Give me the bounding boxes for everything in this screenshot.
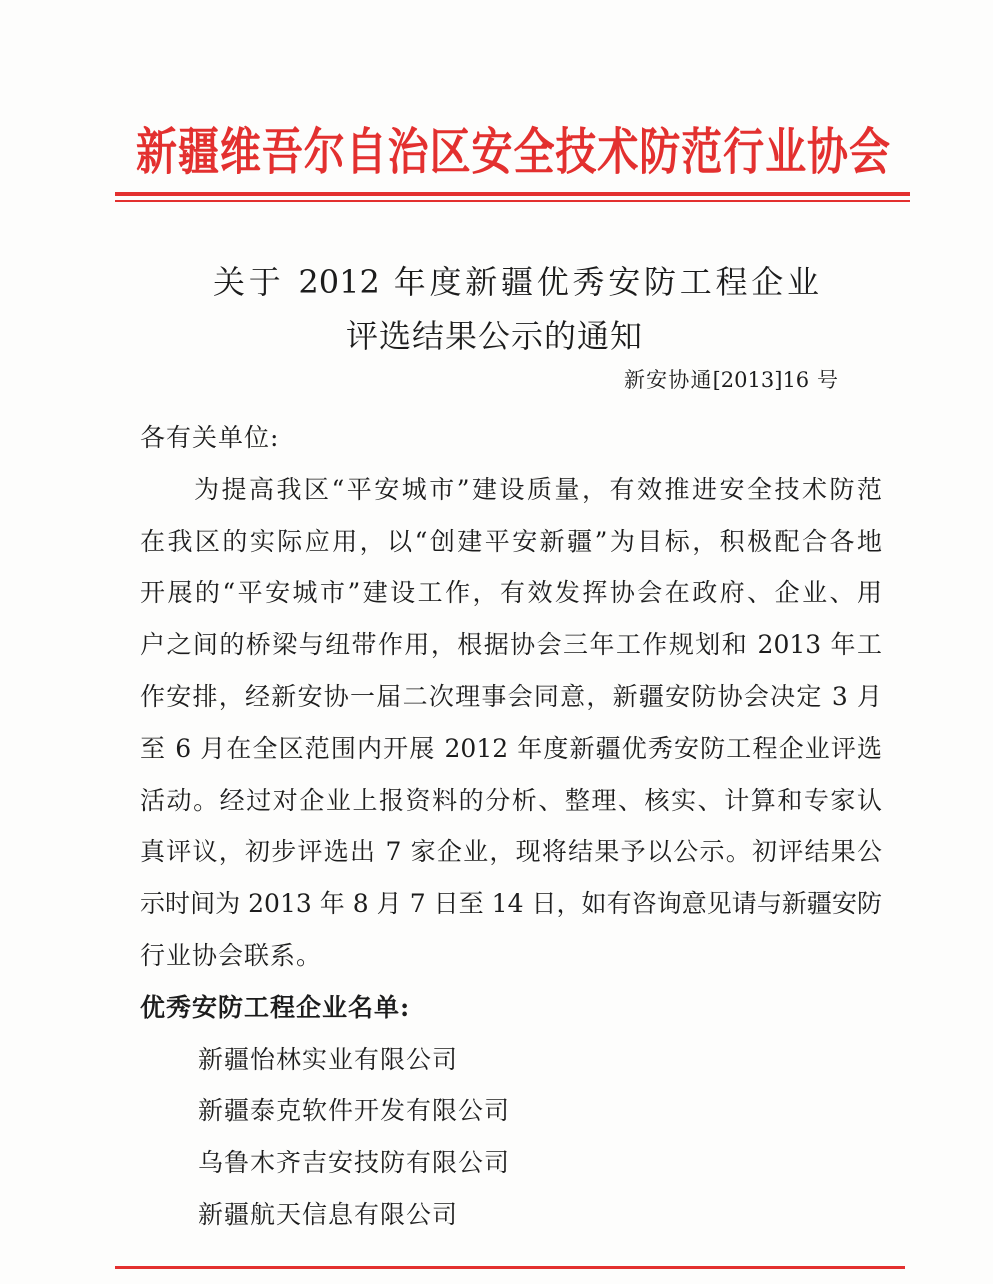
body-line: 作安排，经新安协一届二次理事会同意，新疆安防协会决定 3 月: [140, 681, 882, 711]
footer-rule: [115, 1266, 905, 1269]
document-number: 新安协通[2013]16 号: [624, 368, 838, 392]
body-line: 在我区的实际应用，以“创建平安新疆”为目标，积极配合各地: [140, 526, 882, 556]
notice-body: [140, 412, 882, 1241]
body-line: 至 6 月在全区范围内开展 2012 年度新疆优秀安防工程企业评选: [140, 733, 882, 763]
body-line: 行业协会联系。: [140, 940, 323, 970]
notice-title-line-2: 评选结果公示的通知: [346, 317, 642, 355]
body-line: 户之间的桥梁与纽带作用，根据协会三年工作规划和 2013 年工: [140, 630, 882, 660]
company-list-item: 新疆泰克软件开发有限公司: [198, 1096, 511, 1126]
body-line: 开展的“平安城市”建设工作，有效发挥协会在政府、企业、用: [140, 578, 882, 608]
company-list-heading: 优秀安防工程企业名单:: [140, 992, 411, 1022]
body-line: 示时间为 2013 年 8 月 7 日至 14 日，如有咨询意见请与新疆安防: [140, 889, 882, 919]
notice-title-line-1: 关于 2012 年度新疆优秀安防工程企业: [213, 263, 819, 301]
letterhead-organization-name: 新疆维吾尔自治区安全技术防范行业协会: [136, 122, 890, 182]
body-line: 活动。经过对企业上报资料的分析、整理、核实、计算和专家认: [140, 785, 882, 815]
body-line: 真评议，初步评选出 7 家企业，现将结果予以公示。初评结果公: [140, 837, 882, 867]
company-list-item: 新疆航天信息有限公司: [198, 1199, 459, 1229]
body-line: 为提高我区“平安城市”建设质量，有效推进安全技术防范: [194, 474, 882, 504]
letterhead-rule-thin: [115, 200, 910, 202]
company-list-item: 乌鲁木齐吉安技防有限公司: [198, 1148, 511, 1178]
salutation: 各有关单位:: [140, 423, 280, 452]
company-list-item: 新疆怡林实业有限公司: [198, 1044, 459, 1074]
letterhead-rule-thick: [115, 192, 910, 196]
